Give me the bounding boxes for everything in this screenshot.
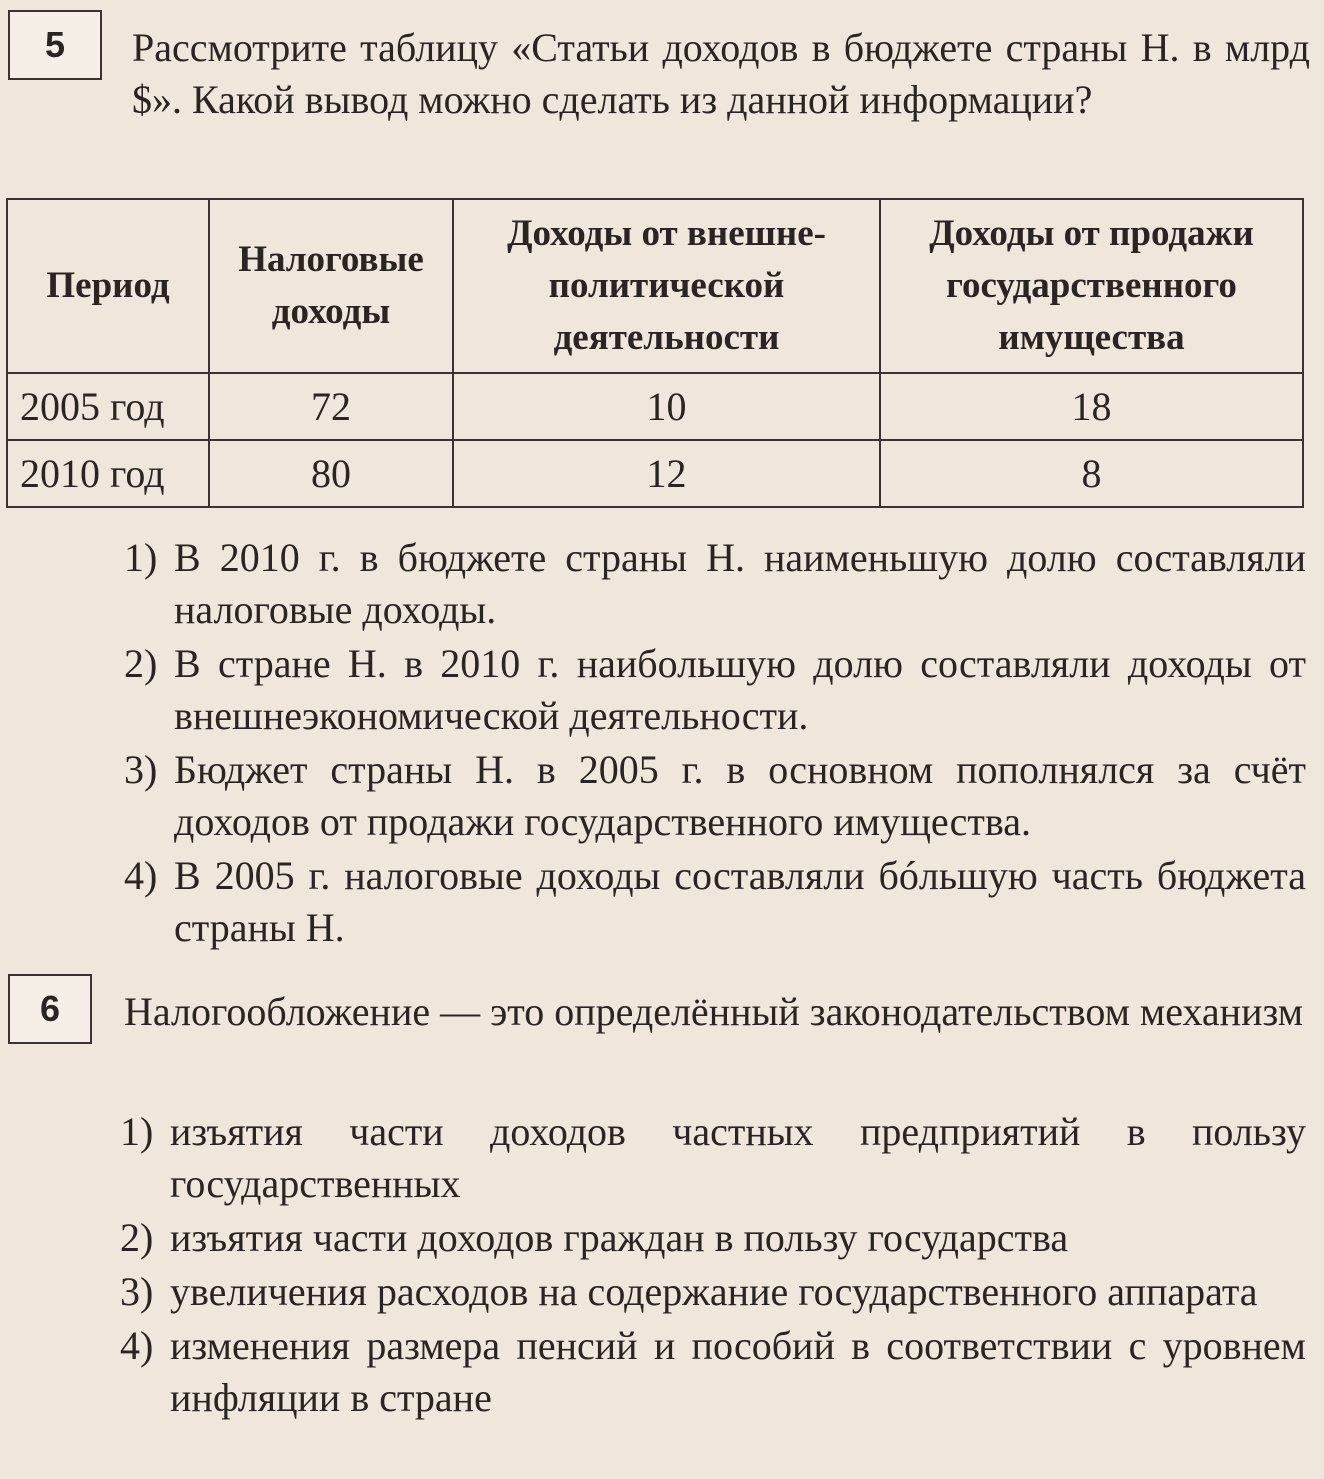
option-text: В стране Н. в 2010 г. наибольшую долю составляли доходы от внешнеэкономической деятельности.: [174, 641, 1306, 738]
income-table: [6, 198, 1304, 508]
question-6-text: Налогообложение — это определённый законодательством механизм: [124, 989, 1304, 1034]
question-5-options: [124, 532, 1306, 956]
question-6-options: [120, 1106, 1306, 1426]
option-text: В 2010 г. в бюджете страны Н. наименьшую долю составляли налоговые доходы.: [174, 535, 1306, 632]
header-foreign-policy-income: Доходы от внешне-политической деятельности: [453, 199, 880, 373]
answer-option[interactable]: [124, 532, 1306, 636]
answer-option[interactable]: [124, 850, 1306, 954]
answer-option[interactable]: [124, 744, 1306, 848]
option-number: 2): [120, 1215, 154, 1260]
table-cell: 2005 год: [7, 373, 209, 440]
table-cell: 12: [453, 440, 880, 507]
table-row: [7, 373, 1303, 440]
option-number: 4): [124, 853, 158, 898]
table-cell: 80: [209, 440, 453, 507]
option-number: 1): [120, 1109, 154, 1154]
header-state-property-income: Доходы от продажи государственного имущества: [880, 199, 1303, 373]
table-cell: 72: [209, 373, 453, 440]
question-number-6: 6: [8, 974, 92, 1044]
header-period: Период: [7, 199, 209, 373]
header-tax-income: Налоговые доходы: [209, 199, 453, 373]
option-number: 3): [124, 747, 158, 792]
option-number: 4): [120, 1323, 154, 1368]
option-text: Бюджет страны Н. в 2005 г. в основном пополнялся за счёт доходов от продажи государственного имущества.: [174, 747, 1306, 844]
option-number: 3): [120, 1269, 154, 1314]
option-text: изменения размера пенсий и пособий в соответствии с уровнем инфляции в стране: [170, 1323, 1306, 1420]
table-cell: 18: [880, 373, 1303, 440]
answer-option[interactable]: [120, 1212, 1306, 1264]
option-text: В 2005 г. налоговые доходы составляли бóльшую часть бюджета страны Н.: [174, 853, 1306, 950]
option-text: изъятия части доходов граждан в пользу государства: [170, 1215, 1069, 1260]
question-5-text: Рассмотрите таблицу «Статьи доходов в бюджете страны Н. в млрд $». Какой вывод можно сделать из данной информации?: [132, 25, 1310, 122]
answer-option[interactable]: [120, 1106, 1306, 1210]
table-cell: 2010 год: [7, 440, 209, 507]
table-cell: 8: [880, 440, 1303, 507]
table-row: [7, 440, 1303, 507]
table-cell: 10: [453, 373, 880, 440]
option-text: изъятия части доходов частных предприятий в пользу государственных: [170, 1109, 1306, 1206]
table-header-row: [7, 199, 1303, 373]
question-number-5: 5: [8, 10, 102, 80]
answer-option[interactable]: [120, 1266, 1306, 1318]
option-number: 2): [124, 641, 158, 686]
answer-option[interactable]: [124, 638, 1306, 742]
option-number: 1): [124, 535, 158, 580]
option-text: увеличения расходов на содержание государственного аппарата: [170, 1269, 1258, 1314]
answer-option[interactable]: [120, 1320, 1306, 1424]
